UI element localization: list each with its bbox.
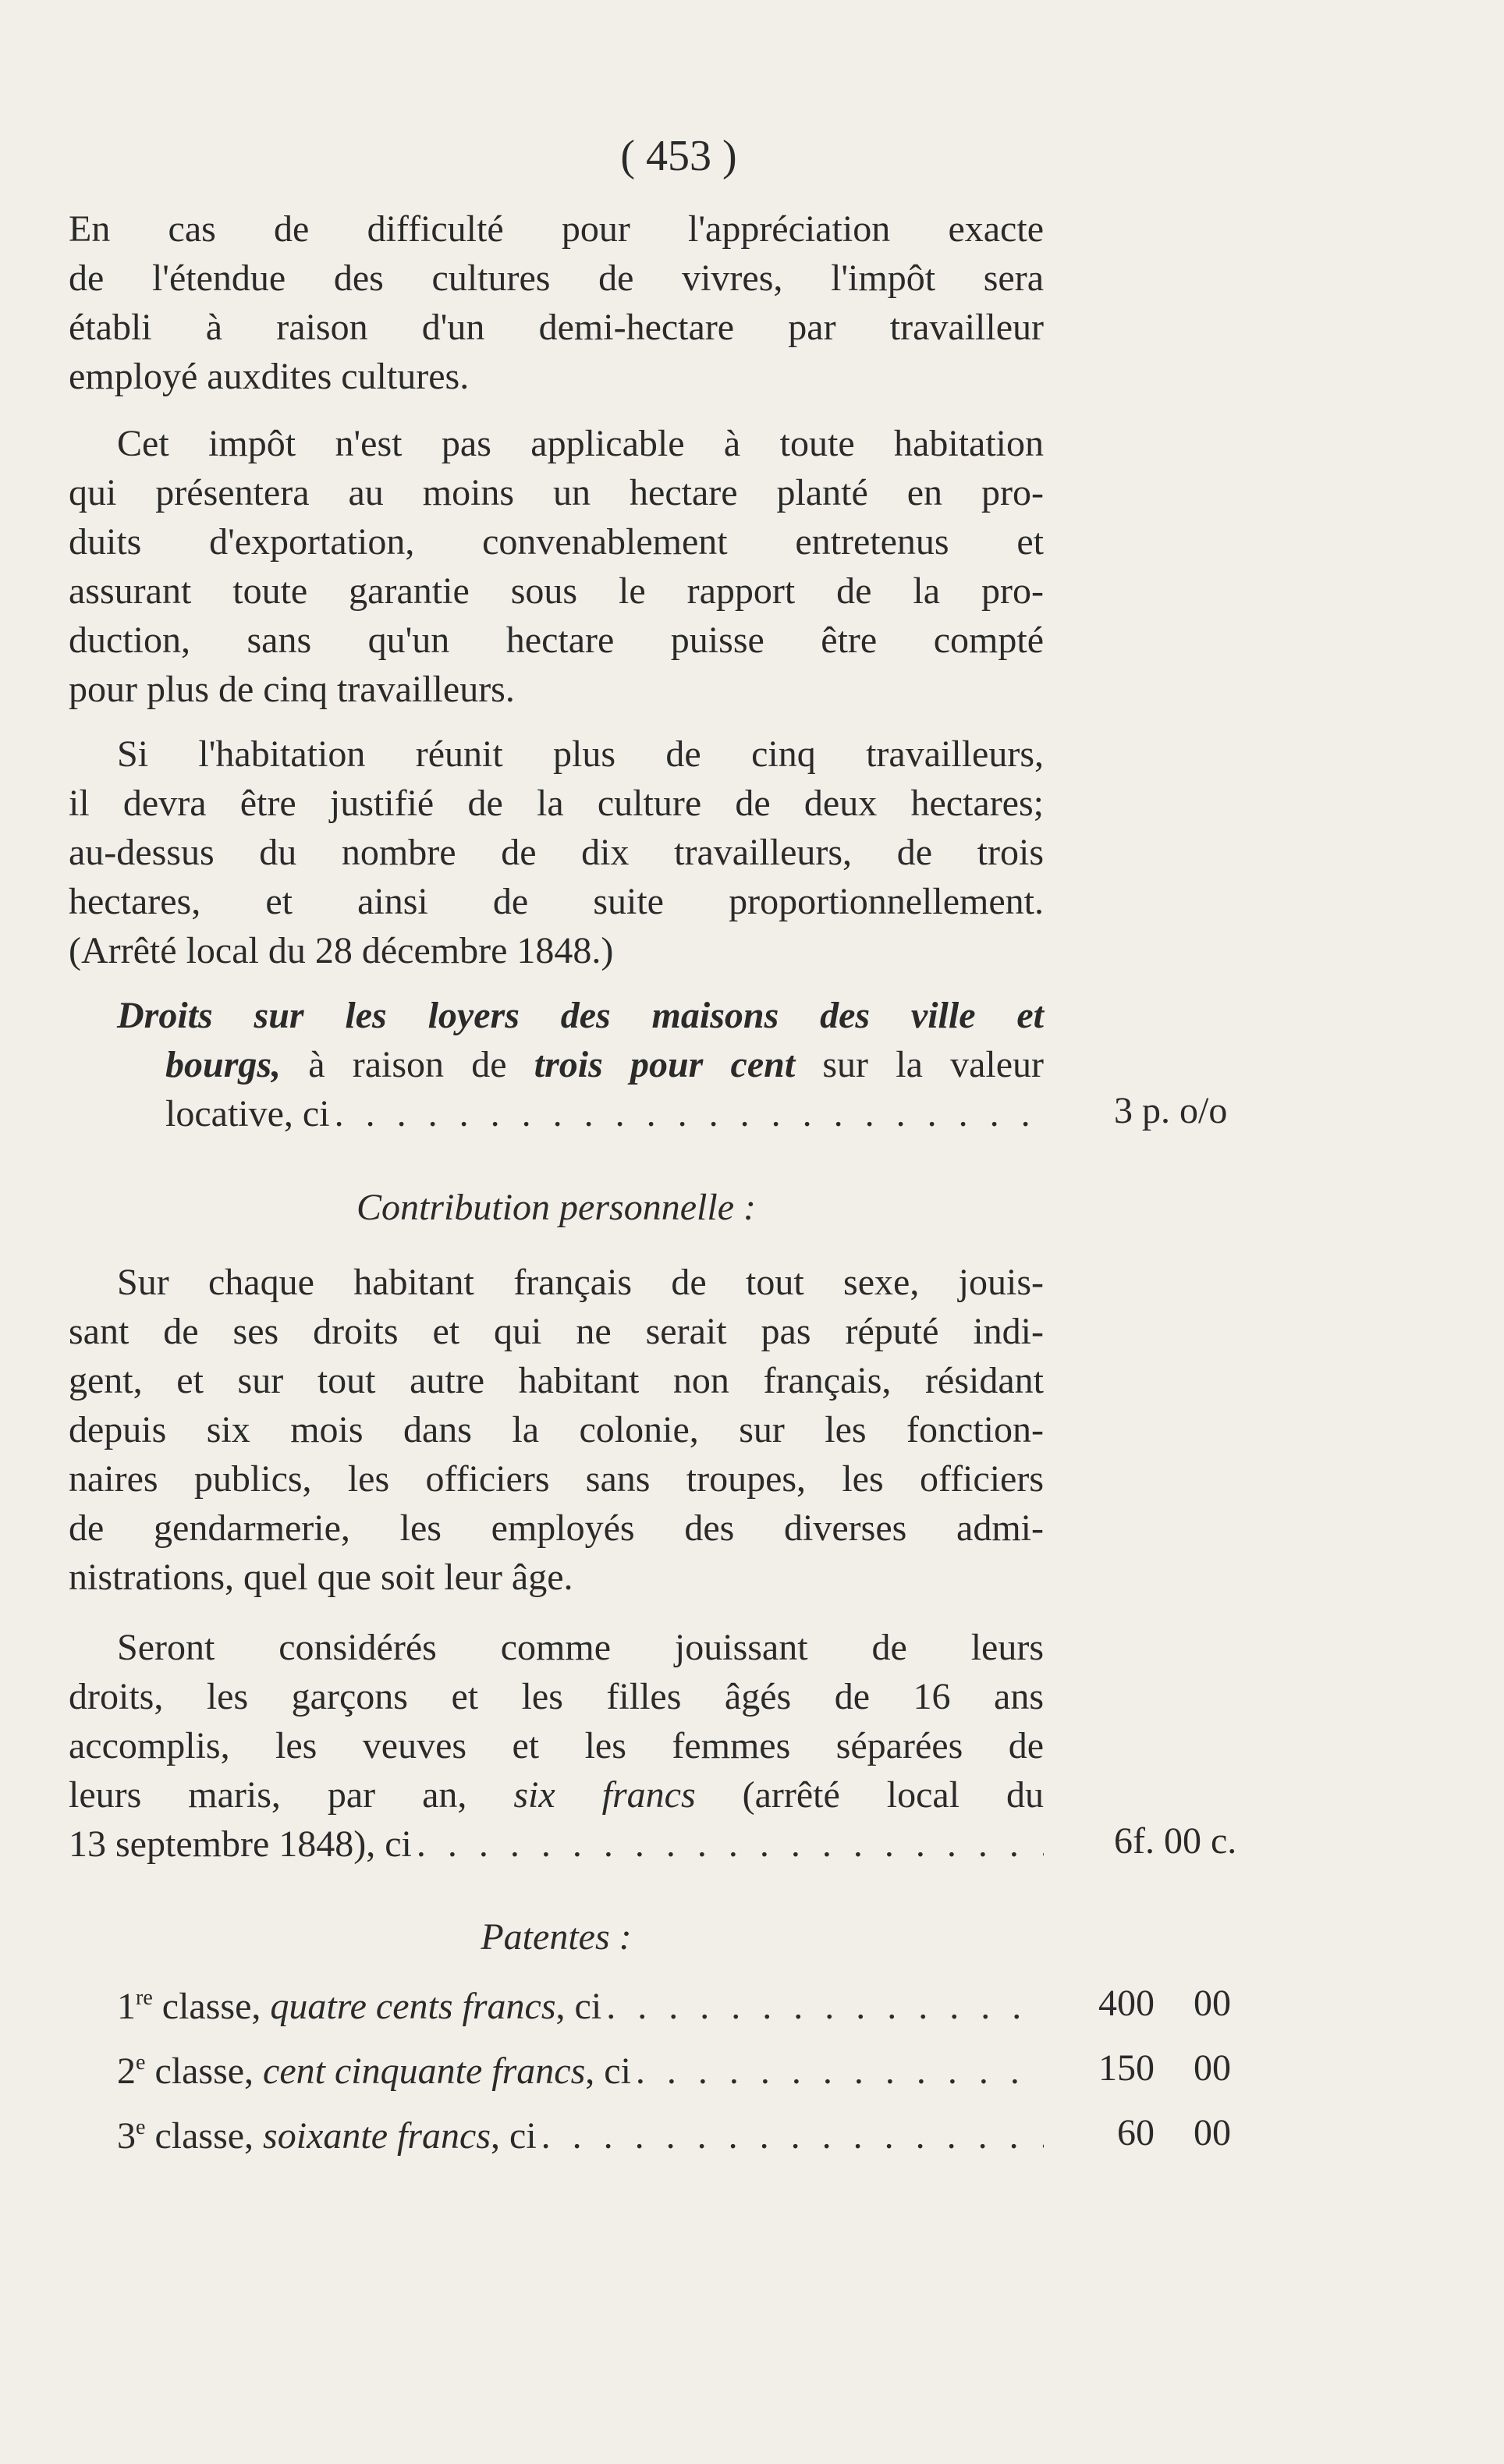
leader-dots (541, 2111, 1044, 2160)
page-number: ( 453 ) (620, 132, 737, 180)
text-line: bourgs, à raison de trois pour cent sur la valeur (165, 1044, 1045, 1085)
patente-cents: 00 (1194, 2047, 1231, 2089)
patente-label: 2e classe, cent cinquante francs, ci (117, 2050, 631, 2092)
text-line: duction, sans qu'un hectare puisse être compté (69, 620, 1044, 661)
text-line: (Arrêté local du 28 décembre 1848.) (69, 930, 614, 971)
patente-label: 1re classe, quatre cents francs, ci (117, 1986, 602, 2027)
patente-amount: 60 (1117, 2112, 1155, 2153)
text-line: depuis six mois dans la colonie, sur les fonction- (69, 1409, 1044, 1450)
leader-line (69, 1089, 1044, 1138)
paragraph-exemption (69, 419, 1044, 714)
loyers-title: Droits sur les loyers des maisons des ville et (117, 995, 1044, 1036)
patente-row (69, 2047, 1044, 2096)
contribution-paragraph-2 (69, 1623, 1044, 1869)
patente-amount: 400 (1098, 1983, 1155, 2024)
patente-label: 3e classe, soixante francs, ci (117, 2115, 537, 2157)
loyers-amount: 3 p. o/o (1114, 1090, 1228, 1131)
text-line: Sur chaque habitant français de tout sexe, jouis- (117, 1262, 1044, 1303)
contribution-heading: Contribution personnelle : (356, 1187, 756, 1228)
text-line: naires publics, les officiers sans troupes, les officiers (69, 1458, 1044, 1500)
leader-label: locative, ci (165, 1093, 330, 1134)
text-line: il devra être justifié de la culture de deux hectares; (69, 783, 1044, 824)
text-line: au-dessus du nombre de dix travailleurs, de trois (69, 832, 1044, 873)
text-line: pour plus de cinq travailleurs. (69, 669, 515, 710)
text-line: assurant toute garantie sous le rapport de la pro- (69, 570, 1044, 612)
text-line: accomplis, les veuves et les femmes séparées de (69, 1725, 1044, 1766)
patente-row (69, 1982, 1044, 2031)
patente-row (69, 2111, 1044, 2160)
text-line: droits, les garçons et les filles âgés de 16 ans (69, 1676, 1044, 1717)
text-line: de l'étendue des cultures de vivres, l'impôt sera (69, 257, 1044, 299)
text-line: En cas de difficulté pour l'appréciation exacte (69, 208, 1044, 250)
contribution-amount: 6f. 00 c. (1114, 1820, 1237, 1862)
text-line: de gendarmerie, les employés des diverses admi- (69, 1507, 1044, 1549)
leader-dots (335, 1089, 1044, 1138)
text-line: duits d'exportation, convenablement entretenus et (69, 521, 1044, 563)
text-line: leurs maris, par an, six francs (arrêté local du (69, 1774, 1044, 1816)
contribution-paragraph-1 (69, 1258, 1044, 1602)
text-line: établi à raison d'un demi-hectare par travailleur (69, 307, 1044, 348)
leader-dots (417, 1820, 1044, 1869)
text-line: Si l'habitation réunit plus de cinq travailleurs, (117, 733, 1044, 775)
text-line: sant de ses droits et qui ne serait pas réputé indi- (69, 1311, 1044, 1352)
patente-cents: 00 (1194, 2112, 1231, 2153)
patentes-heading: Patentes : (481, 1916, 632, 1958)
text-line: hectares, et ainsi de suite proportionnellement. (69, 881, 1044, 922)
patente-amount: 150 (1098, 2047, 1155, 2089)
text-line: nistrations, quel que soit leur âge. (69, 1557, 573, 1598)
text-line: Seront considérés comme jouissant de leurs (117, 1627, 1044, 1668)
leader-line (69, 1820, 1044, 1869)
patentes-list (69, 1982, 1044, 2160)
paragraph-proportion (69, 730, 1044, 975)
text-line: qui présentera au moins un hectare planté en pro- (69, 472, 1044, 513)
paragraph-vivres (69, 204, 1044, 401)
text-line: gent, et sur tout autre habitant non français, résidant (69, 1360, 1044, 1401)
text-line: employé auxdites cultures. (69, 356, 470, 397)
patente-cents: 00 (1194, 1983, 1231, 2024)
leader-label: 13 septembre 1848), ci (69, 1823, 412, 1865)
loyers-entry (69, 991, 1044, 1138)
leader-dots (636, 2047, 1044, 2096)
text-line: Cet impôt n'est pas applicable à toute habitation (117, 423, 1044, 464)
leader-dots (606, 1982, 1044, 2031)
